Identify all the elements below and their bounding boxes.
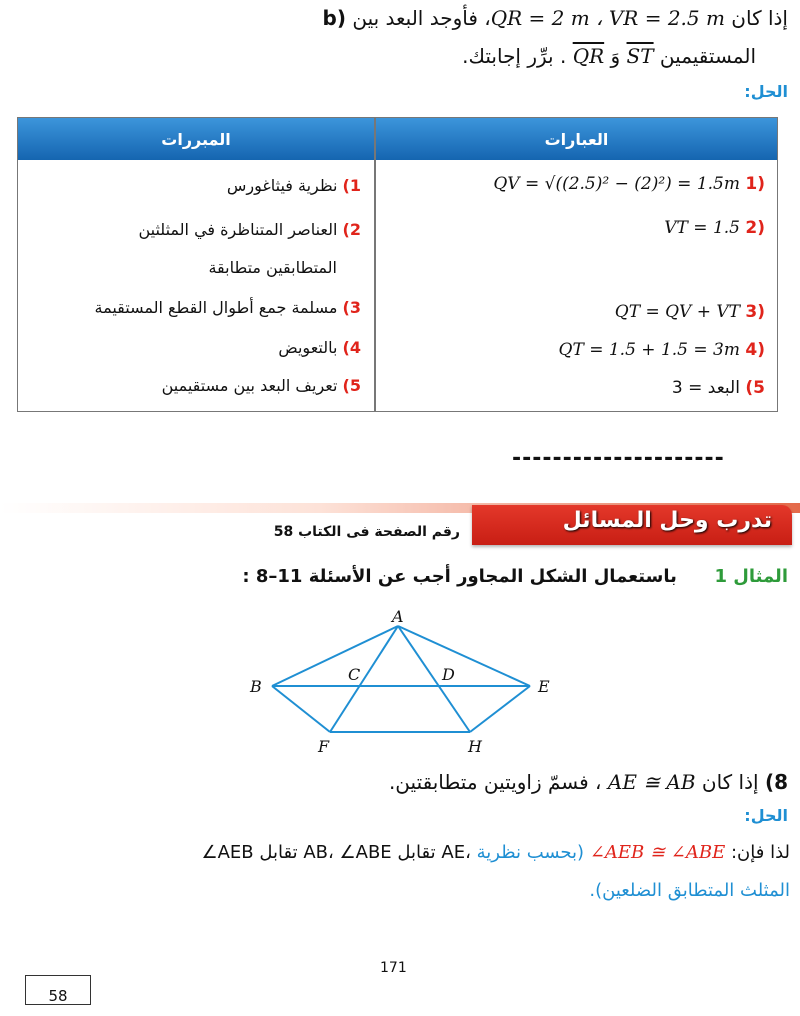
label-a: A xyxy=(392,607,404,626)
statement-row-2 xyxy=(664,218,765,238)
statement-row-1 xyxy=(493,174,765,194)
problem-b-line2-prefix: المستقيمين xyxy=(653,44,756,68)
reason-3: مسلمة جمع أطوال القطع المستقيمة xyxy=(94,298,338,317)
geometry-figure xyxy=(240,604,570,764)
problem-b-line2 xyxy=(462,44,756,68)
problem-b-suffix: ، فأوجد البعد بين xyxy=(352,6,491,30)
q8-num: 8) xyxy=(764,770,788,794)
reason-num-5: 5) xyxy=(342,376,361,395)
row-num-2: 2) xyxy=(745,218,765,238)
problem-b-given: QR = 2 m ، VR = 2.5 m xyxy=(490,6,725,30)
reason-num-3: 3) xyxy=(342,298,361,317)
statement-row-5 xyxy=(672,378,765,398)
reason-row-5 xyxy=(162,376,361,395)
problem-b-line1 xyxy=(323,6,788,30)
reason-1: نظرية فيثاغورس xyxy=(226,176,338,195)
corner-page-box: 58 xyxy=(25,975,91,1005)
problem-b-and: وَ xyxy=(604,44,621,68)
row-num-5: 5) xyxy=(745,378,765,398)
page-number: 171 xyxy=(380,960,407,976)
answer-reason-start: (بحسب نظرية xyxy=(476,842,585,863)
label-e: E xyxy=(538,677,550,696)
statement-2: VT = 1.5 xyxy=(664,218,740,238)
reason-row-3 xyxy=(94,298,361,317)
line-st: ST xyxy=(626,44,654,68)
label-b: B xyxy=(250,677,262,696)
column-divider xyxy=(374,118,376,411)
example-line xyxy=(242,566,788,587)
q8-suffix: ، فسمّ زاويتين متطابقتين. xyxy=(388,770,602,794)
segment-eh xyxy=(470,686,530,732)
question-8 xyxy=(389,770,788,794)
line-qr: QR xyxy=(572,44,605,68)
statement-row-4 xyxy=(559,340,765,360)
solution-label-2: الحل: xyxy=(744,806,788,825)
q8-math: AE ≅ AB xyxy=(607,770,696,794)
book-page-ref: رقم الصفحة فى الكتاب 58 xyxy=(273,524,460,540)
statement-row-3 xyxy=(615,302,765,322)
reason-5: تعريف البعد بين مستقيمين xyxy=(161,376,338,395)
reason-2: العناصر المتناظرة في المثلثين xyxy=(138,220,338,239)
q8-prefix: إذا كان xyxy=(695,770,759,794)
reason-2-cont: المتطابقين متطابقة xyxy=(208,258,337,277)
row-num-4: 4) xyxy=(745,340,765,360)
header-reasons: المبررات xyxy=(18,118,374,160)
reason-row-2 xyxy=(138,220,361,239)
row-num-1: 1) xyxy=(745,174,765,194)
reason-num-4: 4) xyxy=(342,338,361,357)
segment-bf xyxy=(272,686,330,732)
label-c: C xyxy=(348,665,361,684)
header-statements: العبارات xyxy=(376,118,777,160)
section-divider: --------------------- xyxy=(512,446,725,471)
problem-b-line2-suffix: . برِّر إجابتك. xyxy=(462,44,567,68)
reason-row-2-cont xyxy=(208,258,337,277)
statement-4: QT = 1.5 + 1.5 = 3m xyxy=(558,340,740,360)
label-d: D xyxy=(442,665,455,684)
reason-num-1: 1) xyxy=(342,176,361,195)
statement-5: البعد = 3 xyxy=(671,378,740,398)
problem-b-prefix: إذا كان xyxy=(724,6,788,30)
example-text: باستعمال الشكل المجاور أجب عن الأسئلة 11–8 : xyxy=(242,566,677,587)
solution-label-1: الحل: xyxy=(744,82,788,101)
statement-1: QV = √((2.5)² − (2)²) = 1.5m xyxy=(493,174,740,194)
statement-3: QT = QV + VT xyxy=(614,302,740,322)
problem-b-label: b) xyxy=(322,6,346,30)
reason-row-4 xyxy=(278,338,361,357)
row-num-3: 3) xyxy=(745,302,765,322)
banner-title: تدرب وحل المسائل xyxy=(562,508,772,533)
reason-num-2: 2) xyxy=(342,220,361,239)
answer-line-1 xyxy=(201,842,790,863)
reason-4: بالتعويض xyxy=(278,338,338,357)
answer-part1: ∠AEB تقابل AB، ∠ABE تقابل AE، لذا فإن: xyxy=(201,842,790,863)
label-h: H xyxy=(468,737,482,756)
proof-table xyxy=(17,117,778,412)
label-f: F xyxy=(318,737,330,756)
example-label: المثال 1 xyxy=(714,566,788,587)
reason-row-1 xyxy=(227,176,361,195)
answer-line-2: المثلث المتطابق الضلعين). xyxy=(589,880,790,901)
answer-congruence: ∠AEB ≅ ∠ABE xyxy=(589,842,726,863)
